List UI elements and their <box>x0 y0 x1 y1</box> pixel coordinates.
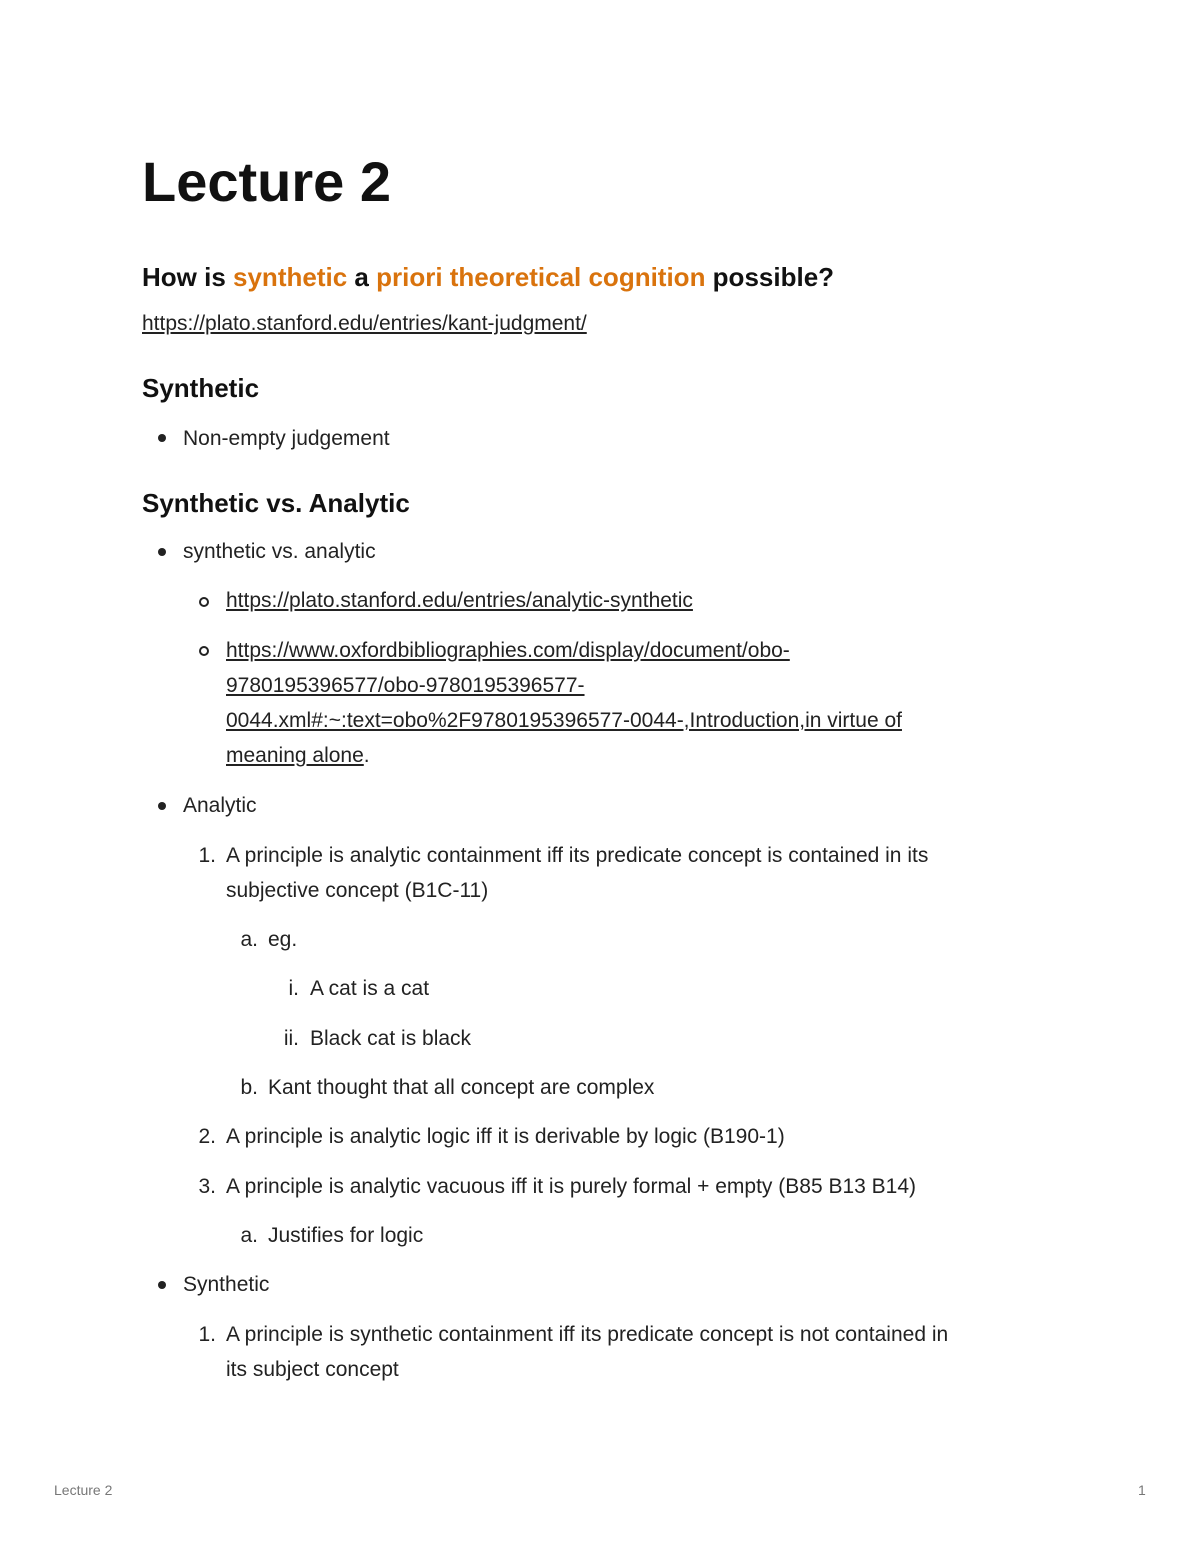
oxford-bibliographies-link-cont[interactable]: meaning alone <box>226 744 364 767</box>
bullet-icon <box>158 434 166 442</box>
example-label: eg. <box>268 928 298 951</box>
list-marker: 1. <box>198 844 216 867</box>
oxford-bibliographies-link-cont[interactable]: 0044.xml#:~:text=obo%2F9780195396577-0044-,Introduction,in virtue of <box>226 709 902 732</box>
kant-judgment-link[interactable]: https://plato.stanford.edu/entries/kant-judgment/ <box>142 312 587 335</box>
list-marker: a. <box>240 1224 258 1247</box>
footer-doc-title: Lecture 2 <box>54 1482 113 1498</box>
analytic-vacuous: A principle is analytic vacuous iff it is purely formal + empty (B85 B13 B14) <box>226 1175 917 1198</box>
oxford-link-line-1 <box>226 638 790 663</box>
section-heading-synthetic: Synthetic <box>142 373 260 403</box>
sep-link-line <box>226 588 693 613</box>
synthetic-containment-line-2: its subject concept <box>226 1358 399 1381</box>
hollow-bullet-icon <box>199 597 209 607</box>
section-heading-synthetic-vs-analytic: Synthetic vs. Analytic <box>142 488 410 518</box>
bullet-analytic: Analytic <box>183 794 257 817</box>
bullet-icon <box>158 548 166 556</box>
oxford-link-line-2 <box>226 673 585 698</box>
list-marker: 2. <box>198 1125 216 1148</box>
question-part-3: possible? <box>705 262 835 292</box>
bullet-icon <box>158 1281 166 1289</box>
bullet-synthetic: Synthetic <box>183 1273 270 1296</box>
list-marker: 1. <box>198 1323 216 1346</box>
oxford-link-line-4 <box>226 743 370 768</box>
sep-analytic-synthetic-link[interactable]: https://plato.stanford.edu/entries/analytic-synthetic <box>226 589 693 612</box>
analytic-logic: A principle is analytic logic iff it is derivable by logic (B190-1) <box>226 1125 785 1148</box>
page-title: Lecture 2 <box>142 150 391 213</box>
kant-concepts-complex: Kant thought that all concept are complex <box>268 1076 655 1099</box>
example-black-cat: Black cat is black <box>310 1027 472 1050</box>
synthetic-containment-line-1: A principle is synthetic containment iff its predicate concept is not contained in <box>226 1323 949 1346</box>
analytic-containment-line-1: A principle is analytic containment iff its predicate concept is contained in its <box>226 844 929 867</box>
question-part-1: How is <box>142 262 234 292</box>
example-cat-is-cat: A cat is a cat <box>310 977 430 1000</box>
oxford-link-line-3 <box>226 708 902 733</box>
kant-judgment-link-line <box>142 311 587 336</box>
analytic-containment-line-2: subjective concept (B1C-11) <box>226 879 489 902</box>
question-part-2: a <box>347 262 377 292</box>
bullet-icon <box>158 802 166 810</box>
list-marker: ii. <box>283 1027 299 1050</box>
link-trailing-period: . <box>363 744 370 767</box>
list-marker: i. <box>288 977 299 1000</box>
list-marker: b. <box>240 1076 258 1099</box>
justifies-for-logic: Justifies for logic <box>268 1224 424 1247</box>
bullet-synthetic-vs-analytic: synthetic vs. analytic <box>183 540 376 563</box>
list-marker: 3. <box>198 1175 216 1198</box>
hollow-bullet-icon <box>199 646 209 656</box>
highlight-synthetic: synthetic <box>233 262 348 292</box>
list-marker: a. <box>240 928 258 951</box>
highlight-priori-cognition: priori theoretical cognition <box>376 262 706 292</box>
page-number: 1 <box>1138 1482 1146 1498</box>
question-heading <box>142 264 834 290</box>
oxford-bibliographies-link-cont[interactable]: 9780195396577/obo-9780195396577- <box>226 674 585 697</box>
oxford-bibliographies-link[interactable]: https://www.oxfordbibliographies.com/display/document/obo- <box>226 639 790 662</box>
bullet-non-empty-judgement: Non-empty judgement <box>183 427 390 450</box>
